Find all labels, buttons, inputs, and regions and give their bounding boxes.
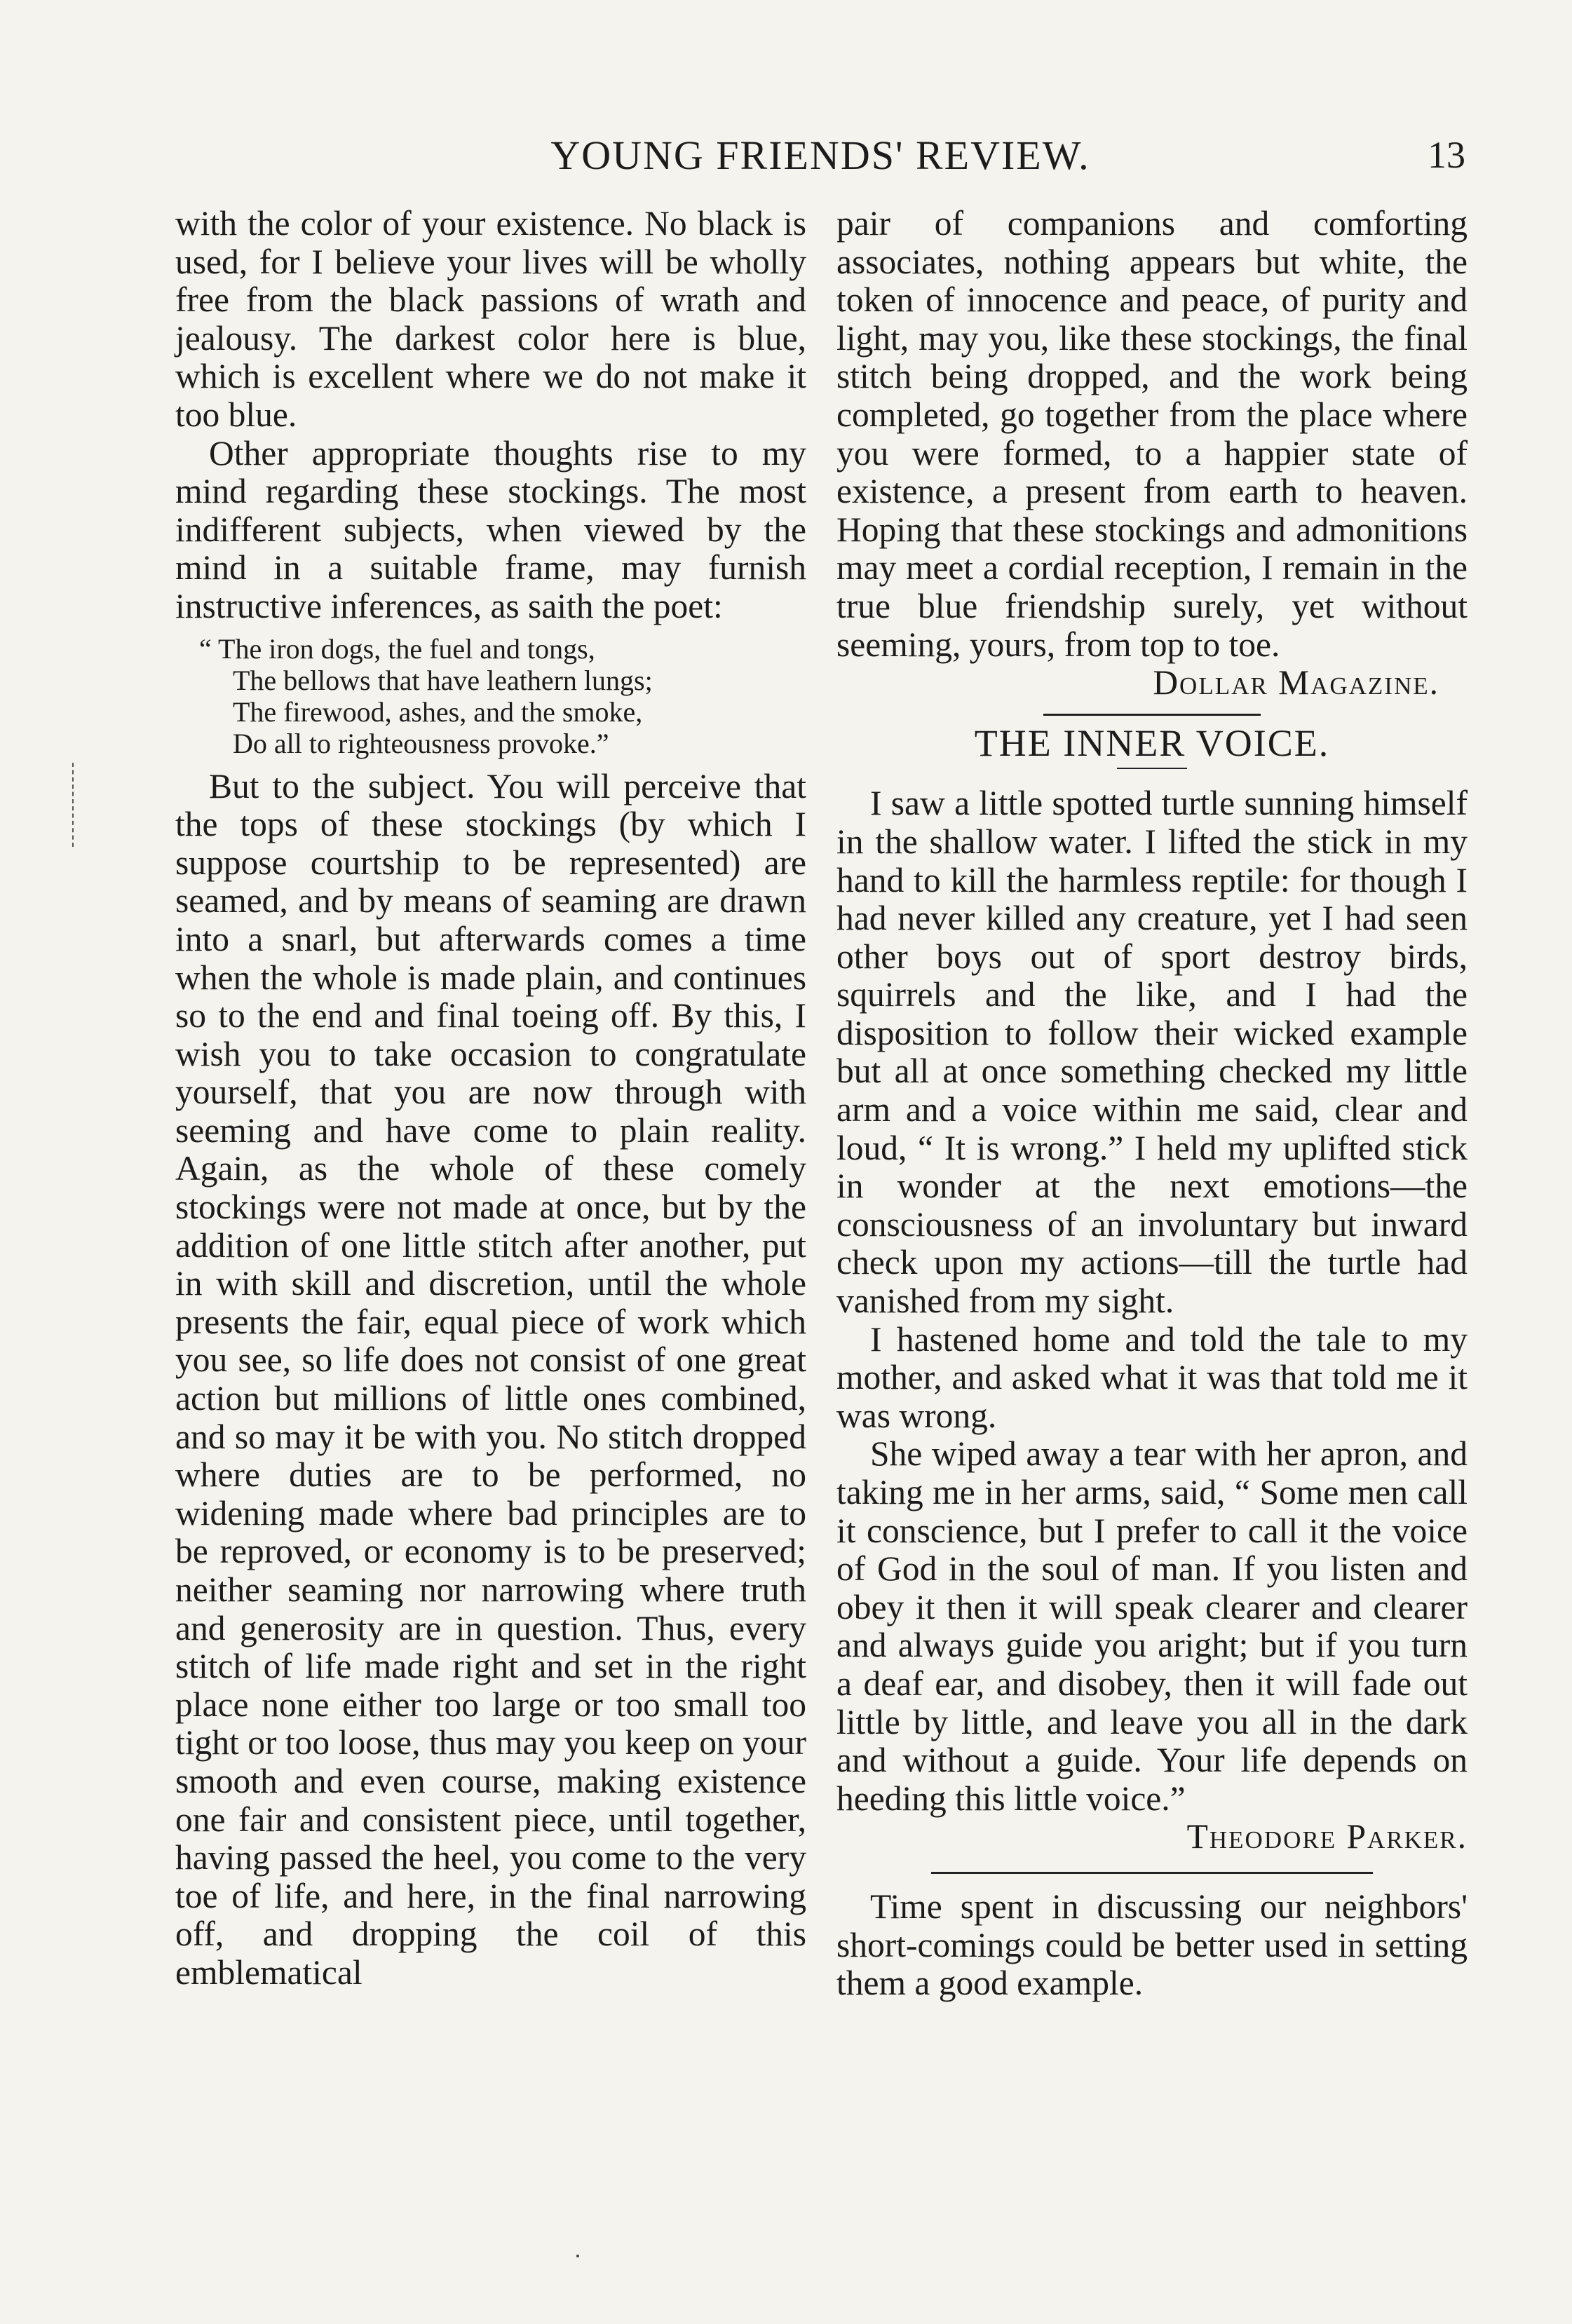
page-number: 13: [1428, 134, 1465, 176]
paragraph: pair of companions and comforting associates, nothing appears but white, the token of innocence and peace, of purity and light, may you, like these stockings, the final stitch being dropped, and the work being completed, go together from the place where you were formed, to a happier state of existence, a present from earth to heaven. Hoping that these stockings and admonitions may meet a cordial reception, I remain in the true blue friendship surely, yet without seeming, yours, from top to toe.: [836, 204, 1468, 664]
section-title: THE INNER VOICE.: [974, 721, 1330, 764]
paragraph: Time spent in discussing our neighbors' short-comings could be better used in setting them a good example.: [836, 1887, 1468, 2003]
paragraph: with the color of your existence. No black is used, for I believe your lives will be wholly free from the black passions of wrath and jealousy. The darkest color here is blue, which is excellent where we do not make it too blue.: [175, 204, 806, 434]
print-speck: [576, 2255, 579, 2257]
section-divider: [931, 1872, 1373, 1874]
section-divider: [1043, 714, 1261, 716]
attribution: Dollar Magazine.: [1153, 663, 1439, 702]
left-column: [175, 205, 806, 1992]
paragraph: I saw a little spotted turtle sunning himself in the shallow water. I lifted the stick in my hand to kill the harmless reptile: for though I had never killed any creature, yet I had seen other boys out of sport destroy birds, squirrels and the like, and I had the disposition to follow their wicked example but all at once something checked my little arm and a voice within me said, clear and loud, “ It is wrong.” I held my uplifted stick in wonder at the next emotions—the consciousness of an involuntary but inward check upon my actions—till the turtle had vanished from my sight.: [836, 784, 1468, 1321]
paragraph: I hastened home and told the tale to my mother, and asked what it was that told me it was wrong.: [836, 1319, 1468, 1435]
margin-mark: [72, 763, 75, 847]
poem-line: The firewood, ashes, and the smoke,: [233, 695, 643, 728]
title-dash: [1117, 768, 1187, 769]
poem-line: The bellows that have leathern lungs;: [233, 664, 653, 696]
poem-line: “ The iron dogs, the fuel and tongs,: [199, 632, 595, 665]
poem-line: Do all to righteousness provoke.”: [233, 727, 609, 759]
paragraph: But to the subject. You will perceive that the tops of these stockings (by which I suppose courtship to be represented) are seamed, and by means of seaming are drawn into a snarl, but afterwards comes a time when the whole is made plain, and continues so to the end and final toeing off. By this, I wish you to take occasion to congratulate yourself, that you are now through with seeming and have come to plain reality. Again, as the whole of these comely stockings were not made at once, but by the addition of one little stitch after another, put in with skill and discretion, until the whole presents the fair, equal piece of work which you see, so life does not consist of one great action but millions of little ones combined, and so may it be with you. No stitch dropped where duties are to be performed, no widening made where bad principles are to be reproved, or economy is to be preserved; neither seaming nor narrowing where truth and generosity are in question. Thus, every stitch of life made right and set in the right place none either too large or too small too tight or too loose, thus may you keep on your smooth and even course, making existence one fair and consistent piece, until together, having passed the heel, you come to the very toe of life, and here, in the final narrowing off, and dropping the coil of this emblematical: [175, 766, 806, 1992]
paragraph: She wiped away a tear with her apron, and taking me in her arms, said, “ Some men call it conscience, but I prefer to call it the voice of God in the soul of man. If you listen and obey it then it will speak clearer and clearer and always guide you aright; but if you turn a deaf ear, and disobey, then it will fade out little by little, and leave you all in the dark and without a guide. Your life depends on heeding this little voice.”: [836, 1434, 1468, 1818]
running-title: YOUNG FRIENDS' REVIEW.: [550, 132, 1090, 178]
paragraph: Other appropriate thoughts rise to my mind regarding these stockings. The most indifferent subjects, when viewed by the mind in a suitable frame, may furnish instructive inferences, as saith the poet:: [175, 433, 806, 625]
page-header: [175, 132, 1465, 188]
attribution: Theodore Parker.: [1186, 1817, 1468, 1856]
poem-quote: [175, 633, 806, 759]
right-column: [836, 205, 1468, 2003]
